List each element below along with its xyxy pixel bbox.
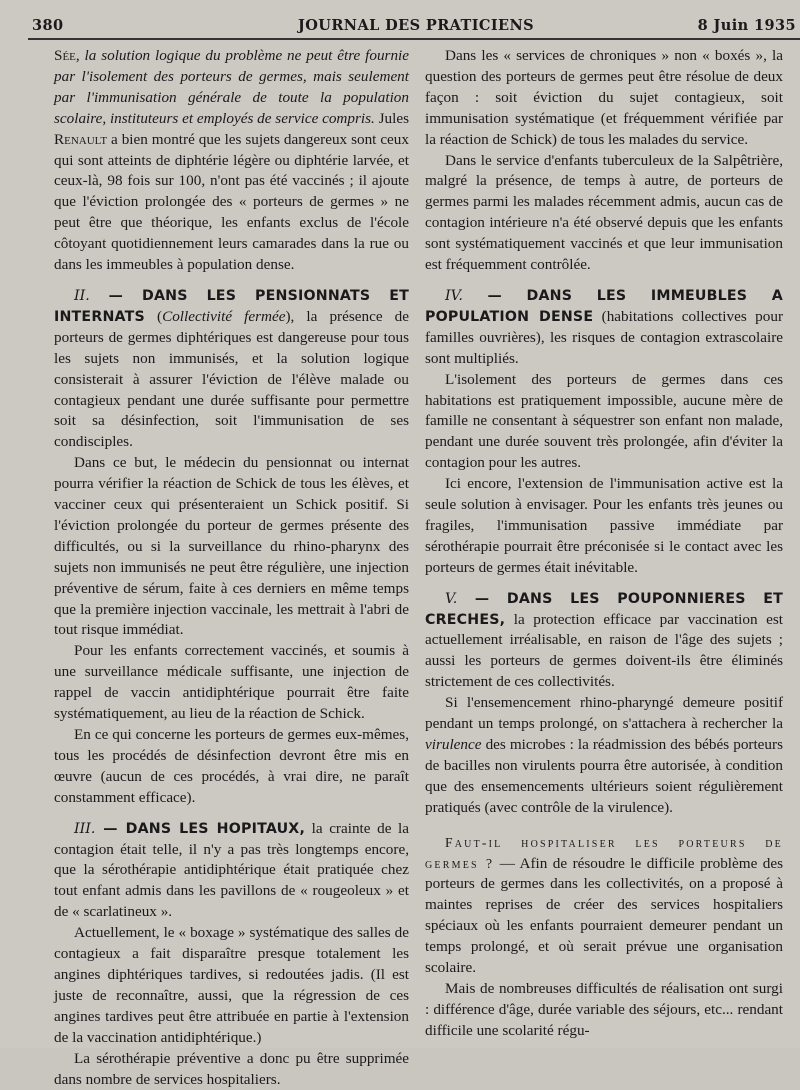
section-v — [425, 589, 783, 694]
section-heading: — DANS LES HOPITAUX, — [95, 820, 306, 837]
section-subtitle: Collectivité fermée — [162, 307, 286, 325]
paragraph-text: (habitations collectives pour familles ouvrières), les risques de contagion extrascolaire sont multipliés. — [425, 307, 784, 367]
left-column — [54, 46, 410, 1088]
author-name: Renault — [54, 130, 108, 148]
paragraph-text: des microbes : la réadmission des bébés porteurs de bacilles non virulents pourra être autorisée, à condition que des ensemencements ultérieurs soient régulièrement pratiqués (avec contrôle de la virulence). — [425, 736, 783, 816]
paragraph: Dans le service d'enfants tuberculeux de la Salpêtrière, malgré la présence, de temps à autre, de porteurs de germes parmi les malades récemment admis, aucun cas de contagion intérieure n'a été observé depuis que les enfants sont systématiquement vaccinés et que leur immunisation est fréquemment contrôlée. — [425, 151, 783, 274]
paragraph-text: — Afin de résoudre le difficile problème des porteurs de germes dans les collectivités, on a proposé à maintes reprises de créer des services hospitaliers spéciaux où les enfants pourraient demeurer pendant un temps prolongé, et où serait prévue une organisation scolaire. — [425, 854, 783, 977]
paragraph — [425, 693, 783, 818]
paragraph: Dans les « services de chroniques » non « boxés », la question des porteurs de germes peut être résolue de deux façon : soit éviction du sujet contagieux, soit immunisation systématique (et fréquemment vérifiée par la réaction de Schick) de tous les malades du service. — [425, 47, 783, 148]
running-header — [32, 17, 800, 37]
section-number: II. — [74, 287, 90, 304]
section-number: V. — [445, 590, 458, 607]
italic-word: virulence — [425, 736, 482, 753]
section-iv — [425, 286, 783, 370]
paragraph-text: a bien montré que les sujets dangereux sont ceux qui sont atteints de diphtérie légère ou diphtérie larvée, et ceux-là, 98 fois sur 100, n'ont pas été vaccinés ; il ajoute que l'éviction prolongée des « porteurs de germes » ne peut être que théorique, les enfants exclus de l'école côtoyant quotidiennement leurs camarades dans la rue ou dans les immeubles à population dense. — [54, 130, 409, 274]
section-number: III. — [74, 820, 96, 837]
paragraph-text: la protection efficace par vaccination est actuellement irréalisable, en raison de l'âge des sujets ; aussi les porteurs de germes doivent-ils être éliminés strictement de ces collectivités. — [425, 610, 783, 691]
paragraph — [54, 46, 409, 276]
paragraph-text: la crainte de la contagion était telle, il n'y a pas très longtemps encore, que la sérothérapie antidiphtérique était pratiquée chez tout enfant admis dans les pavillons de « rougeoleux » et de « scarlatineux ». — [54, 819, 409, 921]
italic-quote: , la solution logique du problème ne peut être fournie par l'isolement des porteurs de germes, mais seulement par l'immunisation générale de toute la population scolaire, instituteurs et employés de service compris. — [54, 47, 409, 127]
paragraph-text: Jules — [374, 109, 410, 127]
page-number: 380 — [32, 17, 64, 34]
paragraph: La sérothérapie préventive a donc pu être supprimée dans nombre de services hospitaliers. — [54, 1049, 409, 1088]
author-name: Sée — [54, 47, 76, 64]
paragraph: Mais de nombreuses difficultés de réalisation ont surgi : différence d'âge, durée variable des séjours, etc... rendant difficile une scolarité régu- — [425, 979, 783, 1039]
section-hospitaliser — [425, 833, 783, 979]
issue-date: 8 Juin 1935 — [697, 17, 796, 34]
section-heading: — DANS LES POUPONNIERES ET CRECHES, — [425, 590, 783, 628]
paragraph-text: Si l'ensemencement rhino-pharyngé demeure positif pendant un temps prolongé, on s'attachera à rechercher la — [425, 694, 783, 733]
paragraph: En ce qui concerne les porteurs de germes eux-mêmes, tous les procédés de désinfection devront être mis en œuvre (aucun de ces procédés, à vrai dire, ne paraît constamment efficace). — [54, 726, 409, 806]
paragraph-text: ), la présence de porteurs de germes diphtériques est dangereuse pour tous les sujets non immunisés, et la solution logique consisterait à assurer l'éviction de l'élève malade ou contagieux pendant une durée suffisante pour permettre soit sa désinfection, soit l'immunisation de ses condisciples. — [54, 307, 410, 451]
paragraph: Ici encore, l'extension de l'immunisation active est la seule solution à envisager. Pour les enfants très jeunes ou fragiles, l'immunisation passive immédiate par sérothérapie pourrait être préconisée si le contact avec les porteurs de germes était inévitable. — [425, 475, 783, 576]
right-column — [425, 46, 783, 1044]
paragraph: L'isolement des porteurs de germes dans ces habitations est pratiquement impossible, aucune mère de famille ne consentant à séquestrer son enfant non malade, pendant une durée souvent très prolongée, afin d'éviter la contagion pour les autres. — [425, 370, 783, 472]
section-heading: Faut-il hospitaliser les porteurs de germes ? — [425, 834, 783, 871]
section-heading: — DANS LES PENSIONNATS ET INTERNATS — [54, 287, 409, 325]
header-rule — [28, 38, 800, 40]
paragraph: Pour les enfants correctement vaccinés, et soumis à une surveillance médicale suffisante, une injection de rappel de vaccin antidiphtérique pourrait être faite systématiquement, au lieu de la réaction de Schick. — [54, 642, 409, 723]
section-heading: — DANS LES IMMEUBLES A POPULATION DENSE — [425, 287, 783, 325]
section-ii: II. — DANS LES PENSIONNATS ET INTERNATS (Collectivité fermée), la présence de porteurs de germes diphtériques est dangereuse pour tous les sujets non immunisés, et la solution logique consisterait à assurer l'éviction de l'élève malade ou contagieux pendant une durée suffisante pour permettre soit sa désinfection, soit l'immunisation de ses condisciples. — [54, 287, 410, 451]
paragraph: Actuellement, le « boxage » systématique des salles de contagieux a fait disparaître presque totalement les angines diphtériques tardives, si redoutées jadis. (Il est juste de reconnaître, aussi, que la régression de ces angines tardives peut être attribuée en partie à l'extension de la vaccination antidiphtérique.) — [54, 924, 409, 1046]
section-number: IV. — [445, 287, 463, 304]
section-iii — [54, 819, 409, 924]
paragraph: Dans ce but, le médecin du pensionnat ou internat pourra vérifier la réaction de Schick de tous les élèves, et vacciner ceux qui présenteraient un Schick positif. Si l'éviction prolongée du porteur de germes présente des difficultés, ou si la surveillance du rhino-pharynx des sujets non immunisés ne peut être régulière, une injection préventive de sérum, faite à ces derniers en même temps que la première injection vaccinale, les mettrait à l'abri de tout risque immédiat. — [54, 454, 409, 639]
journal-title: JOURNAL DES PRATICIENS — [298, 17, 534, 34]
